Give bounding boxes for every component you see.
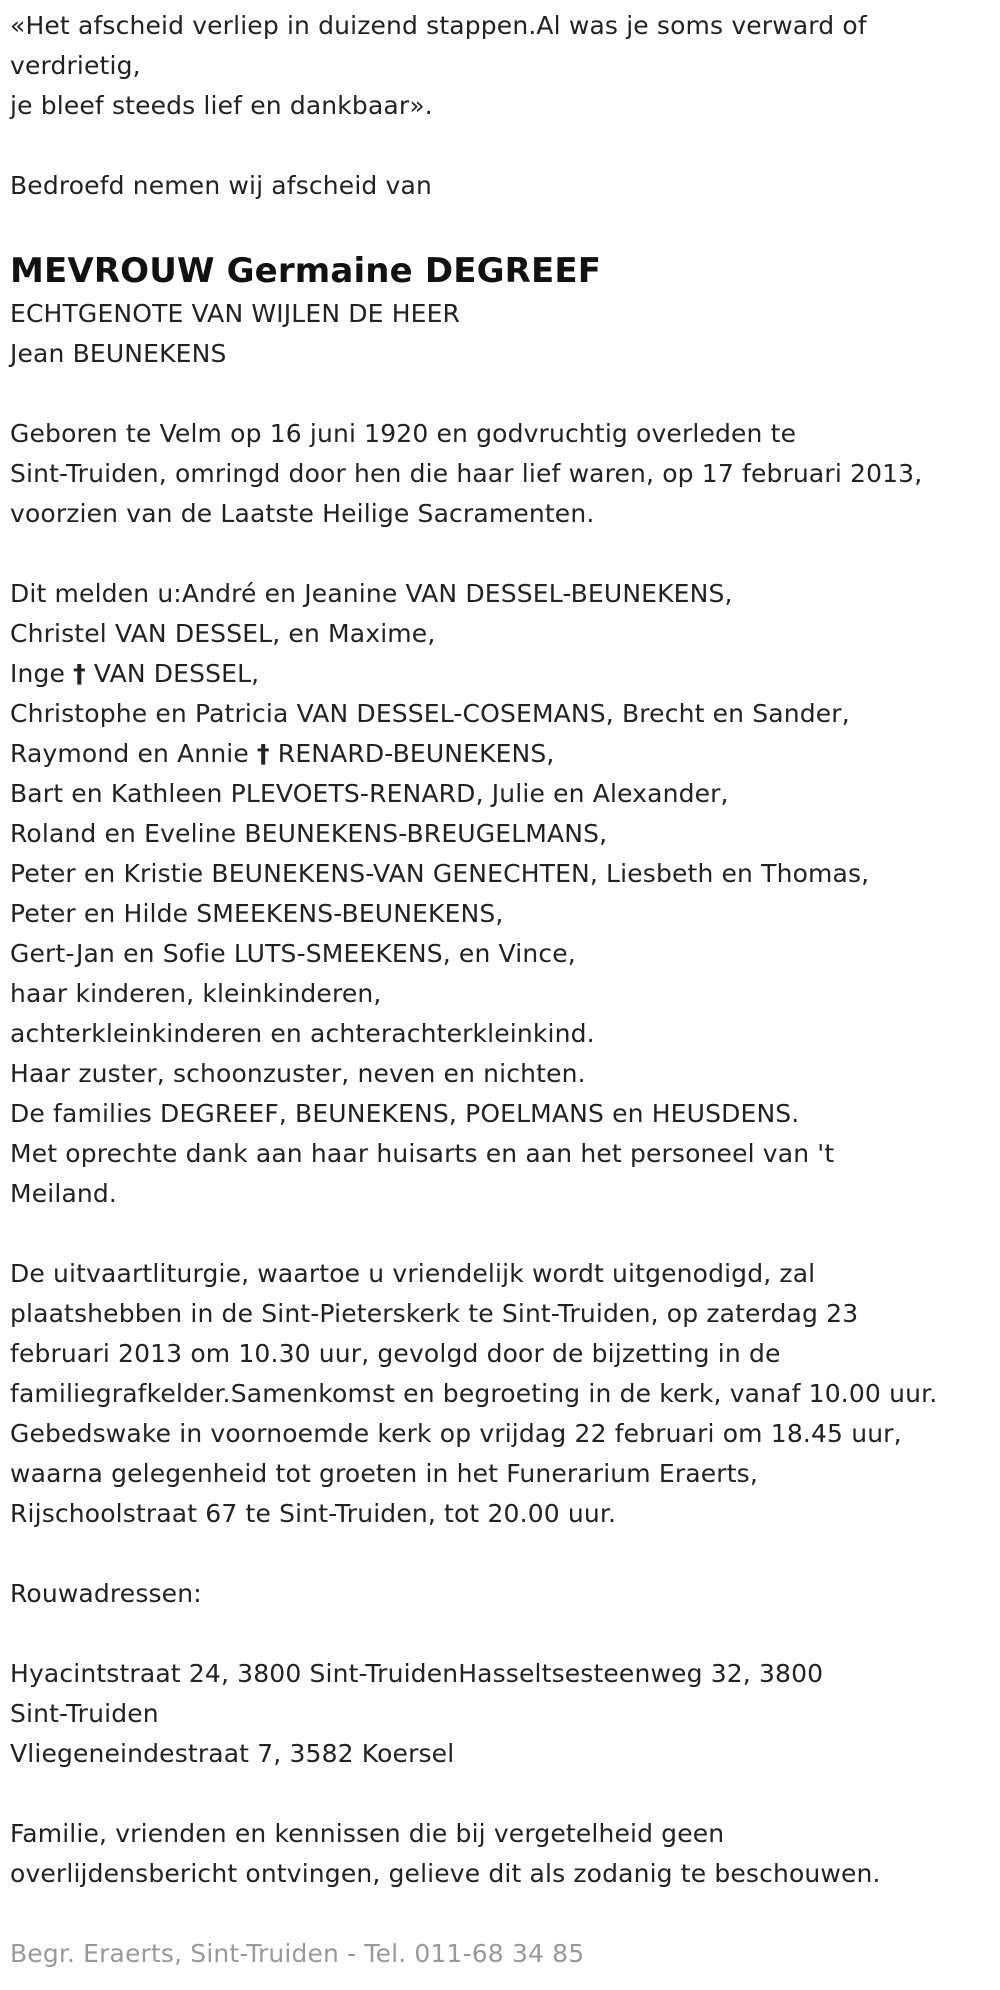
cross-icon: † (73, 659, 86, 688)
quote-block (10, 6, 990, 126)
family-list (10, 574, 990, 1214)
spacer (10, 1614, 990, 1654)
paragraph-line: Geboren te Velm op 16 juni 1920 en godvruchtig overleden te (10, 419, 797, 448)
family-line: Christel VAN DESSEL, en Maxime, (10, 619, 436, 648)
family-line: Haar zuster, schoonzuster, neven en nichten. (10, 1059, 586, 1088)
paragraph-line: Rijschoolstraat 67 te Sint-Truiden, tot 20.00 uur. (10, 1499, 617, 1528)
address-line: Vliegeneindestraat 7, 3582 Koersel (10, 1739, 455, 1768)
family-line-text: Inge (10, 659, 74, 688)
spacer (10, 1894, 990, 1934)
address-line: Hyacintstraat 24, 3800 Sint-TruidenHasseltsesteenweg 32, 3800 (10, 1659, 824, 1688)
spacer (10, 126, 990, 166)
paragraph-line: Gebedswake in voornoemde kerk op vrijdag 22 februari om 18.45 uur, (10, 1419, 902, 1448)
family-line: haar kinderen, kleinkinderen, (10, 979, 382, 1008)
spacer (10, 374, 990, 414)
spacer (10, 1214, 990, 1254)
notice-paragraph (10, 1814, 990, 1894)
quote-line: je bleef steeds lief en dankbaar». (10, 91, 433, 120)
birth-death-paragraph (10, 414, 990, 534)
cross-icon: † (257, 739, 270, 768)
relation-line: Jean BEUNEKENS (10, 339, 227, 368)
paragraph-line: Familie, vrienden en kennissen die bij vergetelheid geen (10, 1819, 725, 1848)
paragraph-line: familiegrafkelder.Samenkomst en begroeting in de kerk, vanaf 10.00 uur. (10, 1379, 938, 1408)
family-line (10, 654, 990, 694)
deceased-block (10, 248, 990, 374)
family-line: achterkleinkinderen en achterachterkleinkind. (10, 1019, 595, 1048)
family-line-text: Raymond en Annie (10, 739, 258, 768)
paragraph-line: waarna gelegenheid tot groeten in het Funerarium Eraerts, (10, 1459, 758, 1488)
paragraph-line: De uitvaartliturgie, waartoe u vriendelijk wordt uitgenodigd, zal (10, 1259, 816, 1288)
addresses-block (10, 1654, 990, 1774)
family-line: Met oprechte dank aan haar huisarts en aan het personeel van 't (10, 1139, 835, 1168)
spacer (10, 206, 990, 246)
family-line: Roland en Eveline BEUNEKENS-BREUGELMANS, (10, 819, 608, 848)
paragraph-line: voorzien van de Laatste Heilige Sacramenten. (10, 499, 595, 528)
family-line: Gert-Jan en Sofie LUTS-SMEEKENS, en Vince, (10, 939, 576, 968)
family-line (10, 734, 990, 774)
family-line: Bart en Kathleen PLEVOETS-RENARD, Julie en Alexander, (10, 779, 729, 808)
deceased-name: MEVROUW Germaine DEGREEF (10, 251, 602, 291)
quote-line: «Het afscheid verliep in duizend stappen.Al was je soms verward of (10, 11, 867, 40)
funeral-paragraph (10, 1254, 990, 1534)
paragraph-line: overlijdensbericht ontvingen, gelieve dit als zodanig te beschouwen. (10, 1859, 881, 1888)
paragraph-line: februari 2013 om 10.30 uur, gevolgd door de bijzetting in de (10, 1339, 781, 1368)
spacer (10, 1774, 990, 1814)
intro-text: Bedroefd nemen wij afscheid van (10, 171, 432, 200)
family-line: Dit melden u:André en Jeanine VAN DESSEL-BEUNEKENS, (10, 579, 733, 608)
family-line: Peter en Kristie BEUNEKENS-VAN GENECHTEN, Liesbeth en Thomas, (10, 859, 870, 888)
family-line: Meiland. (10, 1179, 118, 1208)
address-line: Sint-Truiden (10, 1699, 159, 1728)
paragraph-line: plaatshebben in de Sint-Pieterskerk te Sint-Truiden, op zaterdag 23 (10, 1299, 859, 1328)
addresses-heading: Rouwadressen: (10, 1579, 202, 1608)
family-line-text: VAN DESSEL, (85, 659, 260, 688)
paragraph-line: Sint-Truiden, omringd door hen die haar lief waren, op 17 februari 2013, (10, 459, 923, 488)
spacer (10, 1534, 990, 1574)
funeral-home-footer: Begr. Eraerts, Sint-Truiden - Tel. 011-68 34 85 (10, 1939, 585, 1968)
family-line: Christophe en Patricia VAN DESSEL-COSEMANS, Brecht en Sander, (10, 699, 850, 728)
spacer (10, 534, 990, 574)
family-line: De families DEGREEF, BEUNEKENS, POELMANS en HEUSDENS. (10, 1099, 800, 1128)
family-line-text: RENARD-BEUNEKENS, (269, 739, 555, 768)
relation-line: ECHTGENOTE VAN WIJLEN DE HEER (10, 299, 461, 328)
family-line: Peter en Hilde SMEEKENS-BEUNEKENS, (10, 899, 504, 928)
quote-line: verdrietig, (10, 51, 141, 80)
